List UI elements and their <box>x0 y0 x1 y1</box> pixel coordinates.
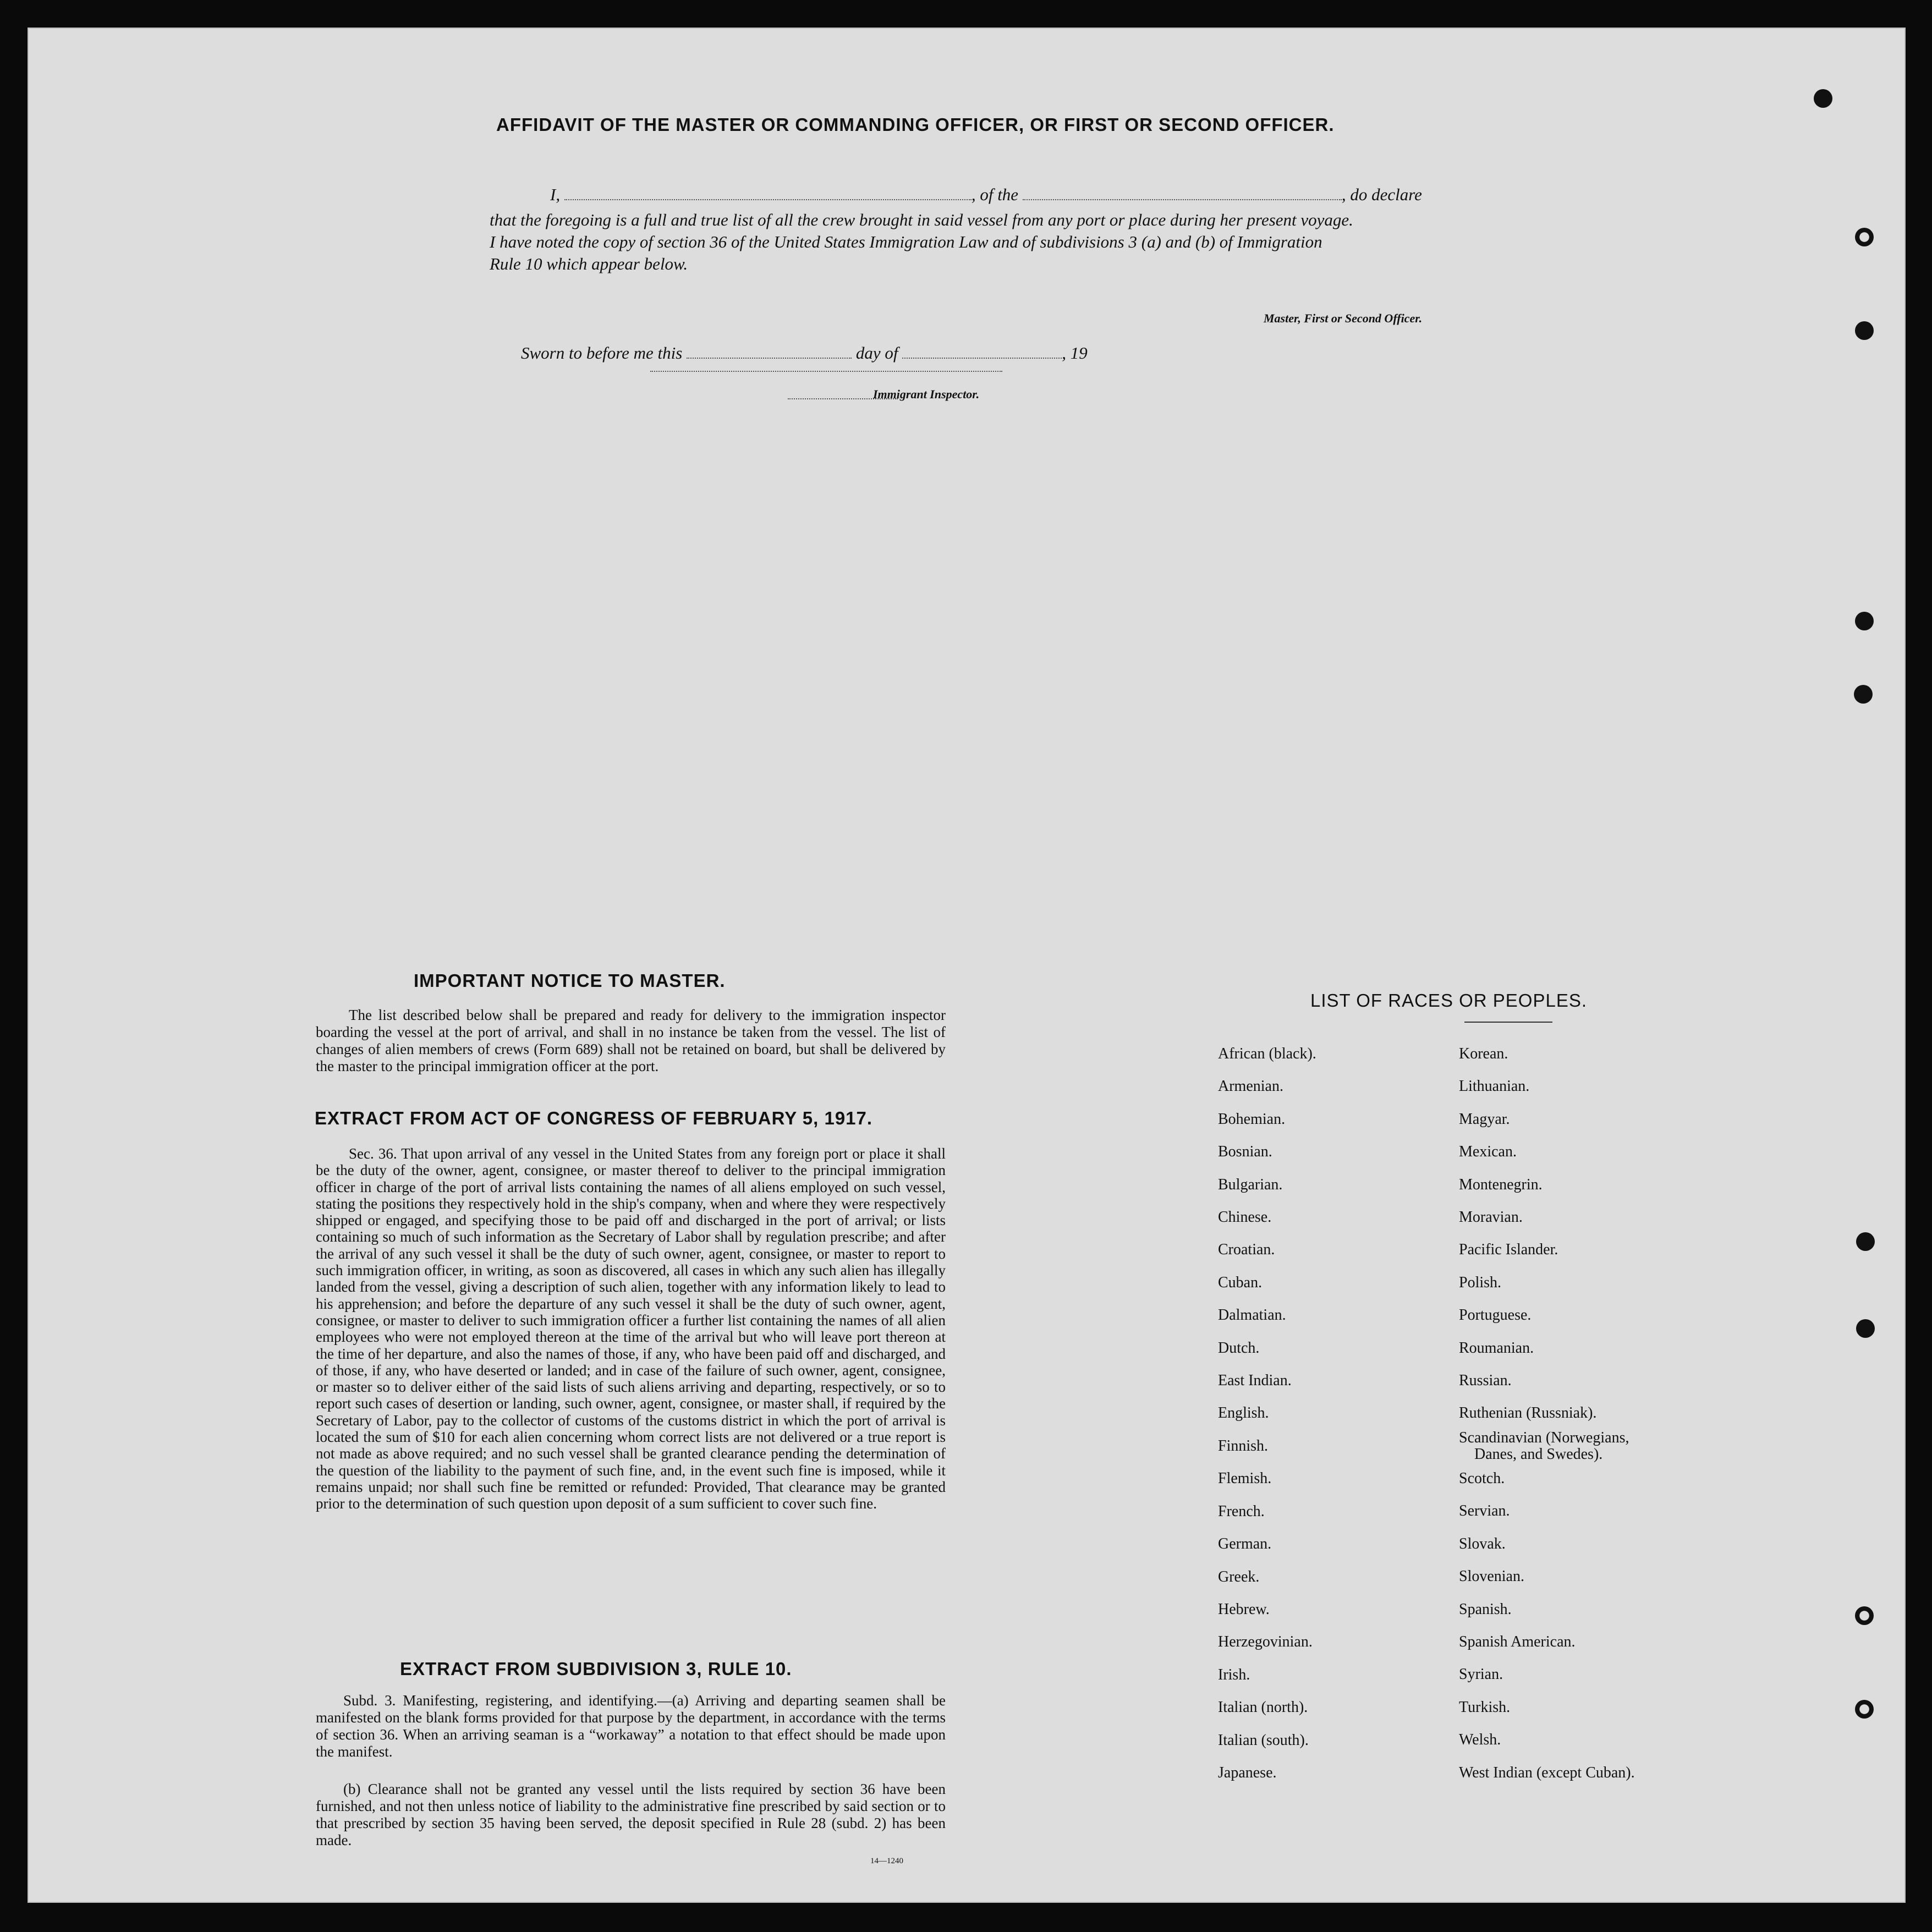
race-item: Russian. <box>1459 1372 1512 1390</box>
race-item: Italian (north). <box>1218 1699 1308 1716</box>
race-item: Bulgarian. <box>1218 1176 1283 1193</box>
day-of-label: day of <box>855 343 898 363</box>
year-label: , 19 <box>1062 343 1088 363</box>
race-item: Korean. <box>1459 1045 1508 1062</box>
inspector-signature-line[interactable] <box>650 371 1002 372</box>
master-signature-label: Master, First or Second Officer. <box>1264 311 1423 325</box>
affidavit-i-label: I, <box>550 185 561 204</box>
race-item: Syrian. <box>1459 1666 1503 1683</box>
affidavit-declare-label: , do declare <box>1341 185 1422 204</box>
race-item: Scandinavian (Norwegians, Danes, and Swedes). <box>1459 1429 1629 1463</box>
race-item: Armenian. <box>1218 1078 1283 1095</box>
inspector-label: Immigrant Inspector. <box>873 387 980 401</box>
race-item: East Indian. <box>1218 1372 1292 1390</box>
race-item: Spanish. <box>1459 1600 1512 1618</box>
race-item: Spanish American. <box>1459 1633 1576 1650</box>
race-item: French. <box>1218 1502 1265 1520</box>
rule-title: EXTRACT FROM SUBDIVISION 3, RULE 10. <box>400 1659 792 1679</box>
race-item: Flemish. <box>1218 1470 1272 1488</box>
sworn-day-blank[interactable] <box>687 357 852 359</box>
race-item: Roumanian. <box>1459 1339 1534 1357</box>
affidavit-line-2: that the foregoing is a full and true list of all the crew brought in said vessel from any port or place during her present voyage. <box>490 210 1353 229</box>
race-item: Mexican. <box>1459 1143 1517 1161</box>
race-item: Ruthenian (Russniak). <box>1459 1404 1597 1422</box>
races-title-rule <box>1464 1022 1552 1023</box>
race-item: Irish. <box>1218 1666 1250 1683</box>
sworn-label: Sworn to before me this <box>521 343 683 363</box>
sworn-line <box>521 343 1088 363</box>
race-item: Bosnian. <box>1218 1143 1272 1161</box>
affidavit-declare-line <box>550 185 1422 205</box>
race-item: Dutch. <box>1218 1339 1260 1357</box>
affidavit-line-3: I have noted the copy of section 36 of the United States Immigration Law and of subdivisions 3 (a) and (b) of Immigration <box>490 232 1322 251</box>
race-item: West Indian (except Cuban). <box>1459 1764 1635 1781</box>
race-item: Lithuanian. <box>1459 1078 1530 1095</box>
race-item: Bohemian. <box>1218 1110 1286 1128</box>
race-item: Slovenian. <box>1459 1568 1524 1585</box>
race-item: Greek. <box>1218 1568 1260 1585</box>
punch-hole <box>1855 612 1874 630</box>
punch-hole <box>1856 1319 1875 1338</box>
race-item: Welsh. <box>1459 1731 1501 1749</box>
race-item: Hebrew. <box>1218 1600 1270 1618</box>
affidavit-of-the-label: , of the <box>971 185 1019 204</box>
race-item: Polish. <box>1459 1274 1502 1291</box>
vessel-name-blank[interactable] <box>1023 199 1342 200</box>
form-number: 14—1240 <box>870 1857 903 1865</box>
race-item: Scotch. <box>1459 1469 1505 1487</box>
race-item: Dalmatian. <box>1218 1307 1286 1324</box>
punch-hole <box>1814 89 1832 108</box>
punch-hole <box>1856 1232 1875 1251</box>
races-title: LIST OF RACES OR PEOPLES. <box>1310 990 1588 1011</box>
race-item: Japanese. <box>1218 1764 1277 1781</box>
race-item: Servian. <box>1459 1502 1510 1520</box>
race-item: Croatian. <box>1218 1241 1275 1259</box>
race-item: German. <box>1218 1535 1272 1553</box>
sworn-month-blank[interactable] <box>902 357 1062 359</box>
race-item: Slovak. <box>1459 1535 1506 1552</box>
race-item: Herzegovinian. <box>1218 1633 1313 1651</box>
races-right-column <box>1459 1038 1635 1789</box>
affidavit-heading: AFFIDAVIT OF THE MASTER OR COMMANDING OFFICER, OR FIRST OR SECOND OFFICER. <box>496 114 1335 135</box>
race-item: Moravian. <box>1459 1209 1523 1226</box>
punch-hole <box>1855 1700 1874 1719</box>
affidavit-line-4: Rule 10 which appear below. <box>490 254 688 273</box>
master-name-blank[interactable] <box>564 199 972 200</box>
race-item: African (black). <box>1218 1045 1316 1062</box>
races-left-column <box>1218 1038 1316 1789</box>
notice-body: The list described below shall be prepared and ready for delivery to the immigration inspector boarding the vessel at the port of arrival, and shall in no instance be taken from the vessel. The list of changes of alien members of crews (Form 689) shall not be retained on board, but shall be delivered by the master to the principal immigration officer at the port. <box>316 1007 946 1074</box>
punch-hole <box>1855 1606 1874 1625</box>
rule-subd-a: Subd. 3. Manifesting, registering, and identifying.—(a) Arriving and departing seamen shall be manifested on the blank forms provided for that purpose by the department, in accordance with the terms of section 36. When an arriving seaman is a “workaway” a notation to that effect should be made upon the manifest. <box>316 1692 946 1760</box>
rule-subd-b: (b) Clearance shall not be granted any vessel until the lists required by section 36 have been furnished, and not then unless notice of liability to the administrative fine prescribed by said section or to that prescribed by section 35 having been served, the deposit specified in Rule 28 (subd. 2) has been made. <box>316 1781 946 1848</box>
race-item: Chinese. <box>1218 1209 1272 1226</box>
punch-hole <box>1855 321 1874 340</box>
race-item: English. <box>1218 1404 1269 1422</box>
notice-title: IMPORTANT NOTICE TO MASTER. <box>414 970 726 991</box>
act-title: EXTRACT FROM ACT OF CONGRESS OF FEBRUARY 5, 1917. <box>315 1108 873 1128</box>
race-item: Finnish. <box>1218 1437 1269 1455</box>
document-page <box>28 28 1906 1903</box>
race-item: Pacific Islander. <box>1459 1241 1558 1259</box>
race-item: Montenegrin. <box>1459 1176 1543 1193</box>
race-item: Portuguese. <box>1459 1307 1532 1324</box>
punch-hole <box>1855 228 1874 246</box>
act-body: Sec. 36. That upon arrival of any vessel in the United States from any foreign port or place it shall be the duty of the owner, agent, consignee, or master thereof to deliver to the principal immigration officer in charge of the port of arrival lists containing the names of all aliens employed on such vessel, stating the positions they respectively hold in the ship's company, when and where they were respectively shipped or engaged, and specifying those to be paid off and discharged in the port of arrival; or lists containing so much of such information as the Secretary of Labor shall by regulation prescribe; and after the arrival of any such vessel it shall be the duty of such owner, agent, consignee, or master to report to such immigration officer, in writing, as soon as discovered, all cases in which any such alien has illegally landed from the vessel, giving a description of such alien, together with any information likely to lead to his apprehension; and before the departure of any such vessel it shall be the duty of such owner, agent, consignee, or master to deliver to such immigration officer a further list containing the names of all alien employees who were not employed thereon at the time of the arrival but who will leave port thereon at the time of her departure, and also the names of those, if any, who have been paid off and discharged, and of those, if any, who have deserted or landed; and in case of the failure of such owner, agent, consignee, or master so to deliver either of the said lists of such aliens arriving and departing, respectively, or so to report such cases of desertion or landing, such owner, agent, consignee, or master shall, if required by the Secretary of Labor, pay to the collector of customs of the customs district in which the port of arrival is located the sum of $10 for each alien concerning whom correct lists are not delivered or a true report is not made as above required; and no such vessel shall be granted clearance pending the determination of the question of the liability to the payment of such fine, and, in the event such fine is imposed, while it remains unpaid; nor shall such fine be remitted or refunded: Provided, That clearance may be granted prior to the determination of such question upon deposit of a sum sufficient to cover such fine. <box>316 1145 946 1512</box>
punch-hole <box>1854 685 1873 704</box>
race-item: Cuban. <box>1218 1274 1263 1291</box>
race-item: Italian (south). <box>1218 1731 1309 1749</box>
race-item: Magyar. <box>1459 1110 1510 1128</box>
race-item: Turkish. <box>1459 1698 1511 1716</box>
